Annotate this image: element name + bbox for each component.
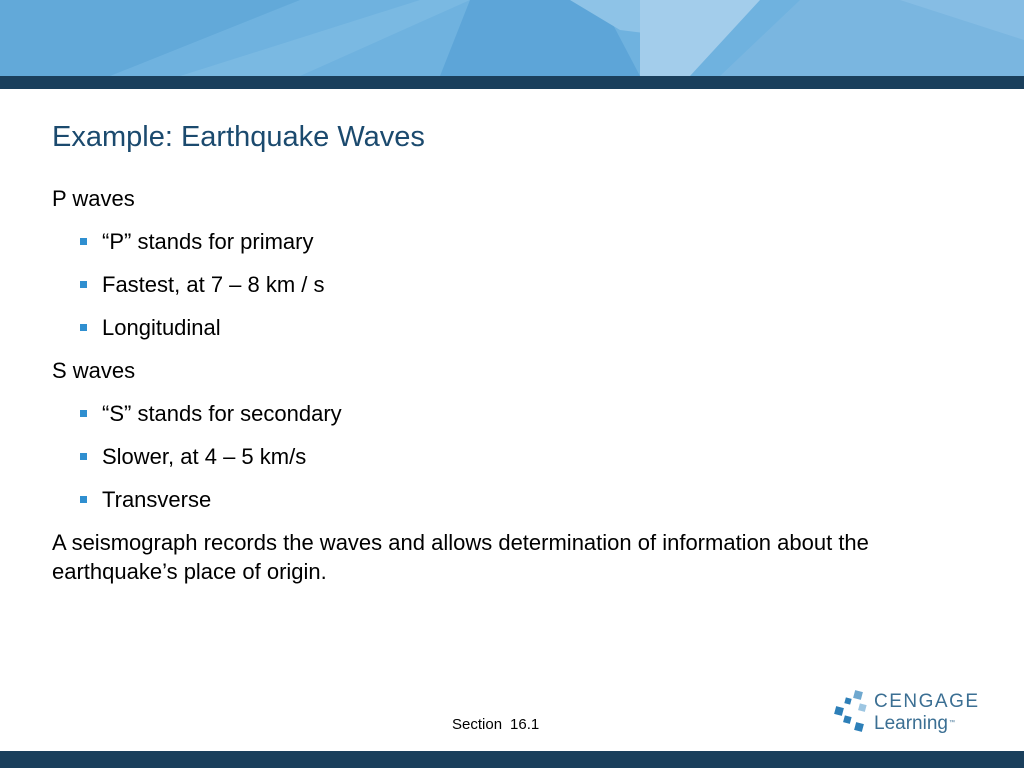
header-banner (0, 0, 1024, 76)
footer-rule (0, 751, 1024, 768)
square-bullet-icon (80, 410, 87, 417)
closing-text: A seismograph records the waves and allows determination of information about the earthquake’s place of origin. (52, 530, 869, 584)
square-bullet-icon (80, 324, 87, 331)
slide-title: Example: Earthquake Waves (52, 121, 425, 153)
logo-trademark: ™ (949, 720, 955, 726)
header-banner-shapes (0, 0, 1024, 76)
p-waves-list (52, 227, 982, 356)
logo-text-learning: Learning (874, 713, 948, 734)
s-waves-list (52, 399, 982, 528)
section-value: 16.1 (510, 716, 540, 733)
section-number (452, 716, 539, 733)
header-rule (0, 76, 1024, 89)
list-item: Fastest, at 7 – 8 km / s (52, 270, 982, 313)
list-item: Transverse (52, 485, 982, 528)
list-item: “P” stands for primary (52, 227, 982, 270)
square-bullet-icon (80, 281, 87, 288)
section-label: Section (452, 716, 503, 733)
cengage-mark-icon (832, 690, 872, 734)
list-item: Slower, at 4 – 5 km/s (52, 442, 982, 485)
logo-text-cengage: CENGAGE (874, 691, 980, 712)
list-item: Longitudinal (52, 313, 982, 356)
square-bullet-icon (80, 453, 87, 460)
cengage-logo (832, 690, 982, 740)
square-bullet-icon (80, 496, 87, 503)
s-waves-heading: S waves (52, 358, 136, 383)
square-bullet-icon (80, 238, 87, 245)
p-waves-heading: P waves (52, 186, 135, 211)
list-item: “S” stands for secondary (52, 399, 982, 442)
slide-content (52, 184, 982, 586)
